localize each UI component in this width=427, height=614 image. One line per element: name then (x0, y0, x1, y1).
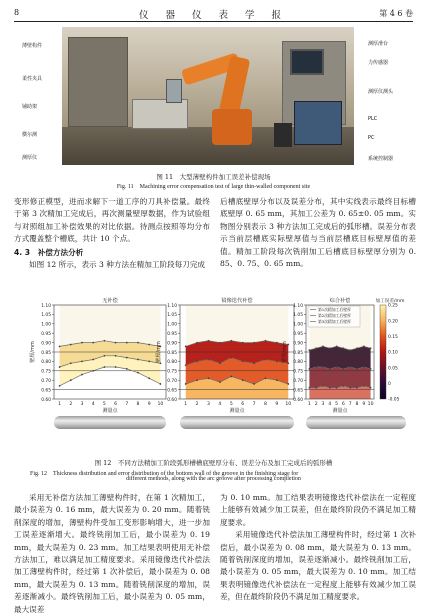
x-tick-label: 8 (136, 402, 140, 407)
data-point (137, 342, 139, 344)
y-tick-label: 0.80 (41, 360, 51, 366)
body-column-left-upper (14, 196, 210, 271)
y-tick-label: 0.80 (293, 360, 303, 366)
x-axis-label: 测量点 (102, 408, 118, 414)
data-point (349, 349, 351, 351)
data-point (322, 345, 324, 347)
legend-label: 第3次精加工后壁厚 (318, 319, 351, 324)
data-point (208, 377, 210, 379)
data-point (315, 387, 317, 389)
data-point (148, 344, 150, 346)
data-point (70, 379, 72, 381)
y-tick-label: 0.65 (293, 388, 303, 394)
data-point (287, 383, 289, 385)
x-tick-label: 1 (184, 402, 188, 407)
data-point (356, 387, 358, 389)
legend-label: 第2次精加工后壁厚 (318, 313, 351, 318)
data-point (185, 364, 187, 366)
data-point (349, 366, 351, 368)
data-point (370, 368, 372, 370)
data-point (59, 345, 61, 347)
photo-tool (166, 79, 182, 103)
photo-label-right: PLC (368, 116, 378, 122)
data-point (363, 385, 365, 387)
paragraph: 采用镜像迭代补偿法加工薄壁构件时，经过第 1 次补偿后，最小误差为 0. 08 mm，最大误差为 0. 13 mm。随着铣削深度的增加，误差逐渐减小。最终铣削加工后，最小误差为 0. 05 mm，最大误差为 0. 10 mm。加工结果表明镜像迭代补偿法在一定程度上能够有效减少加工误差，但在最终阶段仍不满足加工精度要求。 (220, 530, 416, 602)
y-tick-label: 1.05 (41, 313, 51, 319)
data-point (265, 377, 267, 379)
y-axis-label: 壁厚/mm (282, 341, 288, 363)
page-number: 8 (14, 8, 20, 17)
y-tick-label: 0.70 (41, 379, 51, 384)
data-point (81, 374, 83, 376)
x-tick-label: 5 (102, 402, 106, 407)
paragraph: 采用无补偿方法加工薄壁构件时，在第 1 次精加工，最小误差为 0. 16 mm，最大误差为 0. 20 mm。随着铣削深度的增加，薄壁构件受加工变形影响增大，进一步加工误差逐渐增大。最终铣削加工后，最小误差为 0. 19 mm，最大误差为 0. 23 mm。加工结果表明使用无补偿方法加工，难以满足加工精度要求。采用镜像迭代补偿法加工薄壁构件时，经过第 1 次补偿后，最小误差为 0. 08 mm，最大误差为 0. 13 mm。随着铣削深度的增加，误差逐渐减小。最终铣削加工后，最小误差为 0. 05 mm，最大误差 (14, 493, 210, 614)
data-point (309, 368, 311, 370)
data-point (329, 347, 331, 349)
data-point (126, 368, 128, 370)
y-tick-label: 0.85 (293, 350, 303, 356)
photo-label-left: 横尔测 (22, 132, 38, 138)
x-tick-label: 3 (80, 402, 84, 407)
y-tick-label: 0.95 (41, 332, 51, 337)
chart-title: 无补偿 (102, 298, 118, 304)
x-tick-label: 9 (362, 402, 366, 407)
x-tick-label: 7 (348, 402, 352, 407)
x-tick-label: 8 (264, 402, 267, 407)
data-point (104, 340, 106, 342)
data-point (370, 347, 372, 349)
x-tick-label: 9 (147, 402, 151, 407)
error-band (309, 346, 370, 369)
y-tick-label: 0.75 (41, 369, 51, 375)
y-tick-label: 0.95 (167, 332, 177, 337)
data-point (92, 359, 94, 361)
photo-label-left: 测厚仪 (22, 155, 38, 161)
colorbar-tick-label: 0.05 (388, 366, 398, 372)
journal-title: 仪 器 仪 表 学 报 (138, 10, 289, 21)
y-tick-label: 1.00 (41, 322, 51, 328)
data-point (115, 342, 117, 344)
paragraph: 变形修正模型，进而求解下一道工序的刀具补偿量。最终于第 3 次精加工完成后，再次测量壁厚数据，作为试验组与对照组加工补偿效果的对比依据。待测点按照等均分布方式覆盖整个槽底，共计 10 个点。 (14, 197, 210, 244)
x-tick-label: 10 (367, 402, 374, 407)
data-point (356, 347, 358, 349)
colorbar-tick-label: 0.15 (388, 334, 398, 340)
photo-robot-base (212, 109, 252, 145)
data-point (343, 368, 345, 370)
data-point (315, 347, 317, 349)
figure11-caption-cn: 图 11 大型薄壁构件加工误差补偿现场 (156, 173, 271, 181)
x-tick-label: 6 (114, 402, 118, 407)
body-column-left-lower (14, 492, 210, 614)
y-tick-label: 0.75 (293, 369, 303, 375)
x-tick-label: 8 (355, 402, 359, 407)
paragraph: 如图 12 所示，表示 3 种方法在精加工阶段每刀完成 (29, 260, 206, 270)
data-point (242, 361, 244, 363)
colorbar-label: 加工误差/mm (375, 299, 405, 304)
photo-label-left: 铺助架 (22, 104, 38, 110)
data-point (148, 361, 150, 363)
y-axis-label: 壁厚/mm (30, 341, 36, 363)
x-axis-label: 测量点 (332, 408, 348, 414)
data-point (185, 345, 187, 347)
data-point (363, 366, 365, 368)
x-tick-label: 7 (252, 402, 256, 407)
data-point (276, 342, 278, 344)
x-tick-label: 4 (218, 402, 222, 407)
y-tick-label: 0.80 (167, 360, 177, 366)
y-tick-label: 0.70 (293, 379, 303, 384)
data-point (196, 342, 198, 344)
data-point (343, 385, 345, 387)
data-point (242, 342, 244, 344)
body-column-right-upper (220, 196, 416, 270)
data-point (219, 381, 221, 383)
x-tick-label: 2 (314, 402, 318, 407)
data-point (253, 342, 255, 344)
groove-sample-1 (54, 416, 166, 429)
y-tick-label: 0.90 (41, 341, 51, 347)
colorbar-tick-label: 0.20 (388, 319, 398, 325)
data-point (185, 383, 187, 385)
x-tick-label: 1 (58, 402, 62, 407)
data-point (208, 340, 210, 342)
data-point (329, 368, 331, 370)
x-tick-label: 5 (335, 402, 339, 407)
y-tick-label: 1.05 (167, 313, 177, 319)
photo-label-right: 力传感器 (368, 60, 389, 66)
data-point (160, 383, 162, 385)
page-header (14, 6, 413, 22)
data-point (81, 342, 83, 344)
data-point (219, 362, 221, 364)
data-point (265, 359, 267, 361)
data-point (70, 344, 72, 346)
data-point (276, 361, 278, 363)
data-point (370, 387, 372, 389)
data-point (336, 345, 338, 347)
x-tick-label: 3 (321, 402, 325, 407)
error-band (309, 367, 370, 388)
photo-control-cabinet (294, 101, 342, 145)
data-point (276, 379, 278, 381)
photo-label-left: 柔性夹具 (22, 76, 43, 82)
paragraph: 后槽底壁厚分布以及误差分布，其中实线表示最终目标槽底壁厚 0. 65 mm，其加工公差为 0. 65±0. 05 mm。实物图分别表示 3 种方法加工完成后的弧形槽。误差分布表示当前层槽底实际壁厚值与当前层槽底目标壁厚值的差值。精加工阶段每次铣削加工后槽底目标壁厚分别为 0. 85、0. 75、0. 65 mm。 (220, 197, 416, 269)
x-tick-label: 6 (241, 402, 245, 407)
data-point (81, 361, 83, 363)
y-tick-label: 1.10 (293, 303, 303, 309)
photo-label-right: 系统控制器 (368, 156, 394, 162)
error-band (309, 386, 370, 399)
x-tick-label: 1 (307, 402, 311, 407)
photo-monitor (290, 49, 324, 75)
data-point (70, 362, 72, 364)
data-point (265, 340, 267, 342)
data-point (230, 376, 232, 378)
figure11-caption-en: Fig. 11 Machining error compensation test of large thin-walled component site (116, 184, 311, 190)
data-point (309, 387, 311, 389)
data-point (59, 366, 61, 368)
data-point (322, 366, 324, 368)
data-point (322, 385, 324, 387)
photo-pc (274, 123, 292, 147)
x-tick-label: 4 (91, 402, 95, 407)
data-point (230, 357, 232, 359)
x-tick-label: 4 (328, 402, 332, 407)
y-tick-label: 0.75 (167, 369, 177, 375)
x-axis-label: 测量点 (229, 408, 245, 414)
data-point (242, 379, 244, 381)
x-tick-label: 9 (275, 402, 279, 407)
y-tick-label: 0.90 (167, 341, 177, 347)
data-point (104, 366, 106, 368)
data-point (137, 359, 139, 361)
photo-label-right: PC (368, 135, 375, 141)
y-tick-label: 0.85 (167, 350, 177, 356)
y-tick-label: 1.00 (167, 322, 177, 328)
x-tick-label: 7 (125, 402, 129, 407)
legend-label: 第1次精加工后壁厚 (318, 307, 351, 312)
figure12-caption-en-1: Fig. 12 Thickness distribution and error distribution of the bottom wall of the groove in the finishing stage for (30, 471, 299, 477)
background-band (186, 305, 289, 346)
x-tick-label: 10 (157, 402, 164, 407)
y-tick-label: 0.60 (41, 397, 51, 403)
figure12-charts (14, 295, 414, 427)
figure11-photo (62, 27, 354, 165)
data-point (115, 366, 117, 368)
data-point (230, 340, 232, 342)
y-tick-label: 0.90 (293, 341, 303, 347)
data-point (126, 342, 128, 344)
data-point (309, 349, 311, 351)
data-point (253, 362, 255, 364)
data-point (329, 387, 331, 389)
colorbar-tick-label: 0 (388, 381, 391, 387)
figure12-caption-cn: 图 12 不同方法精加工阶段弧形槽槽底壁厚分布、误差分布及加工完成后的弧形槽 (94, 459, 333, 467)
data-point (115, 355, 117, 357)
y-tick-label: 1.05 (293, 313, 303, 319)
y-tick-label: 0.85 (41, 350, 51, 356)
colorbar (380, 305, 386, 399)
data-point (104, 355, 106, 357)
data-point (363, 345, 365, 347)
y-tick-label: 1.10 (41, 303, 51, 309)
volume-label: 第 4 6 卷 (379, 9, 413, 18)
y-tick-label: 0.65 (167, 388, 177, 394)
chart-title: 镜像迭代补偿 (221, 298, 253, 304)
x-tick-label: 3 (207, 402, 210, 407)
data-point (126, 357, 128, 359)
paragraph: 为 0. 10 mm。加工结果表明镜像迭代补偿法在一定程度上能够有效减少加工误差，但在最终阶段仍不满足加工精度要求。 (220, 493, 416, 527)
data-point (356, 368, 358, 370)
y-tick-label: 0.70 (167, 379, 177, 384)
x-tick-label: 2 (69, 402, 73, 407)
data-point (315, 366, 317, 368)
x-tick-label: 6 (341, 402, 345, 407)
y-tick-label: 1.10 (167, 303, 177, 309)
data-point (92, 370, 94, 372)
photo-label-right: 测厚滑台 (368, 41, 389, 47)
y-tick-label: 0.60 (167, 397, 177, 403)
colorbar-tick-label: 0.10 (388, 350, 398, 356)
groove-sample-3 (306, 416, 406, 429)
y-tick-label: 0.60 (293, 397, 303, 403)
data-point (336, 366, 338, 368)
x-tick-label: 2 (195, 402, 199, 407)
figure12-svg (14, 295, 414, 427)
data-point (208, 359, 210, 361)
y-tick-label: 1.00 (293, 322, 303, 328)
data-point (59, 385, 61, 387)
chart-title: 综合补偿 (329, 298, 351, 304)
groove-sample-2 (180, 416, 294, 429)
data-point (137, 372, 139, 374)
data-point (92, 342, 94, 344)
body-column-right-lower (220, 492, 416, 604)
data-point (253, 383, 255, 385)
photo-fixture (132, 99, 188, 129)
data-point (336, 387, 338, 389)
y-tick-label: 0.95 (293, 332, 303, 337)
data-point (196, 379, 198, 381)
colorbar-tick-label: -0.05 (388, 397, 400, 403)
photo-label-right: 测厚仪测头 (368, 89, 394, 95)
header-rule (14, 21, 413, 22)
data-point (219, 342, 221, 344)
background-band (60, 305, 161, 346)
section-heading: 4. 3 补偿方法分析 (14, 247, 84, 257)
data-point (148, 377, 150, 379)
x-tick-label: 5 (229, 402, 233, 407)
photo-shelf-left (68, 37, 128, 127)
data-point (349, 387, 351, 389)
data-point (196, 361, 198, 363)
y-axis-label: 壁厚/mm (156, 341, 162, 363)
y-tick-label: 0.65 (41, 388, 51, 394)
data-point (343, 347, 345, 349)
figure12-caption-en-2: different methods, along with the arc groove after processing completion (126, 476, 301, 482)
photo-label-left: 薄壁构件 (22, 43, 43, 49)
x-tick-label: 10 (285, 402, 292, 407)
colorbar-tick-label: 0.25 (388, 303, 398, 309)
